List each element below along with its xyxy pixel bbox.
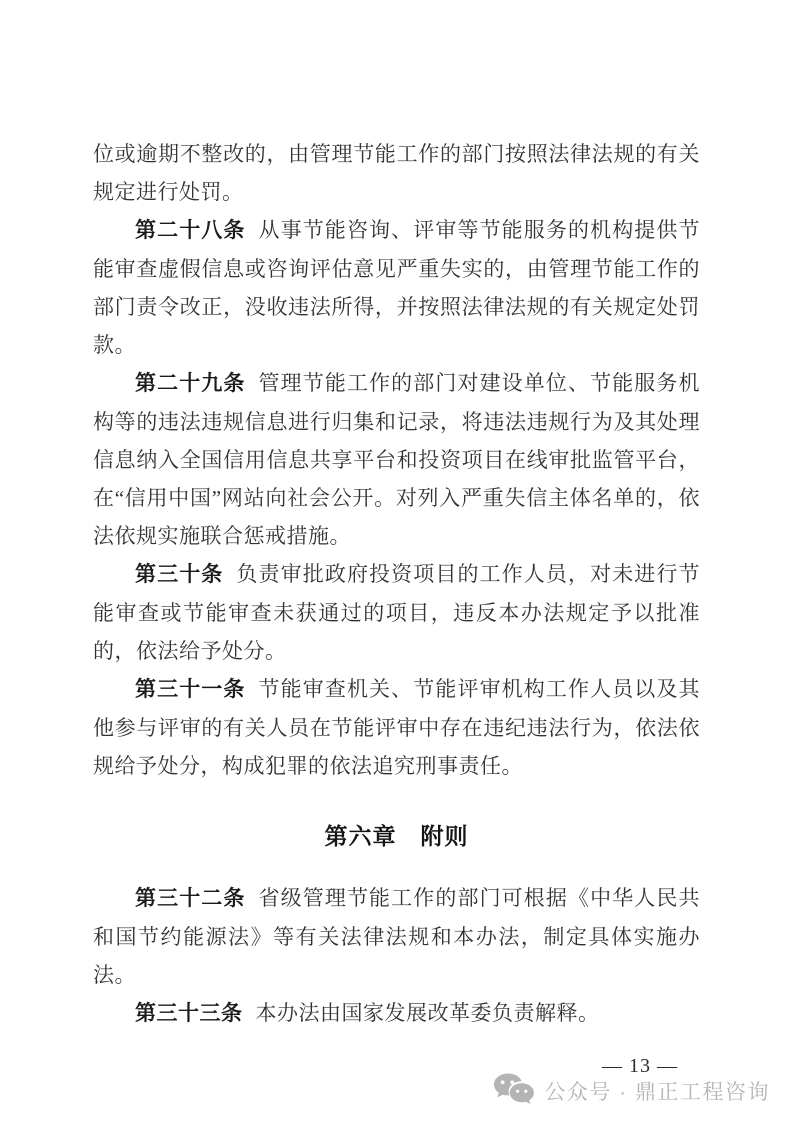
paragraph-article-33 xyxy=(93,994,700,1033)
article-text: 本办法由国家发展改革委负责解释。 xyxy=(255,1001,600,1025)
article-text: 省级管理节能工作的部门可根据《中华人民共和国节约能源法》等有关法律法规和本办法，制定具体实施办法。 xyxy=(93,886,701,987)
article-label: 第三十一条 xyxy=(135,678,246,701)
paragraph-article-29 xyxy=(93,364,700,555)
article-text: 从事节能咨询、评审等节能服务的机构提供节能审查虚假信息或咨询评估意见严重失实的，由管理节能工作的部门责令改正，没收违法所得，并按照法律法规的有关规定处罚款。 xyxy=(93,218,701,357)
paragraph-article-28 xyxy=(93,211,700,364)
article-label: 第三十条 xyxy=(135,563,224,586)
article-text: 管理节能工作的部门对建设单位、节能服务机构等的违法违规信息进行归集和记录，将违法违规行为及其处理信息纳入全国信用信息共享平台和投资项目在线审批监管平台，在“信用中国”网站向社会公开。对列入严重失信主体名单的，依法依规实施联合惩戒措施。 xyxy=(93,371,701,548)
wechat-icon xyxy=(492,1072,535,1109)
paragraph-article-31 xyxy=(93,670,700,785)
article-label: 第二十八条 xyxy=(135,219,246,242)
article-label: 第三十二条 xyxy=(135,887,246,910)
watermark-label: 公众号 · 鼎正工程咨询 xyxy=(544,1080,770,1104)
paragraph-article-32 xyxy=(93,879,700,994)
article-label: 第三十三条 xyxy=(135,1002,243,1025)
article-label: 第二十九条 xyxy=(135,372,246,395)
paragraph-text: 位或逾期不整改的，由管理节能工作的部门按照法律法规的有关规定进行处罚。 xyxy=(93,142,700,204)
watermark-footer xyxy=(492,1072,770,1109)
page-number: — 13 — xyxy=(602,1055,678,1077)
article-text: 负责审批政府投资项目的工作人员，对未进行节能审查或节能审查未获通过的项目，违反本办法规定予以批准的，依法给予处分。 xyxy=(93,562,701,663)
paragraph-continuation xyxy=(93,135,700,211)
document-body xyxy=(93,0,700,1085)
chapter-heading: 第六章 附则 xyxy=(324,823,469,849)
paragraph-article-30 xyxy=(93,555,700,670)
article-text: 节能审查机关、节能评审机构工作人员以及其他参与评审的有关人员在节能评审中存在违纪违法行为，依法依规给予处分，构成犯罪的依法追究刑事责任。 xyxy=(93,677,701,778)
